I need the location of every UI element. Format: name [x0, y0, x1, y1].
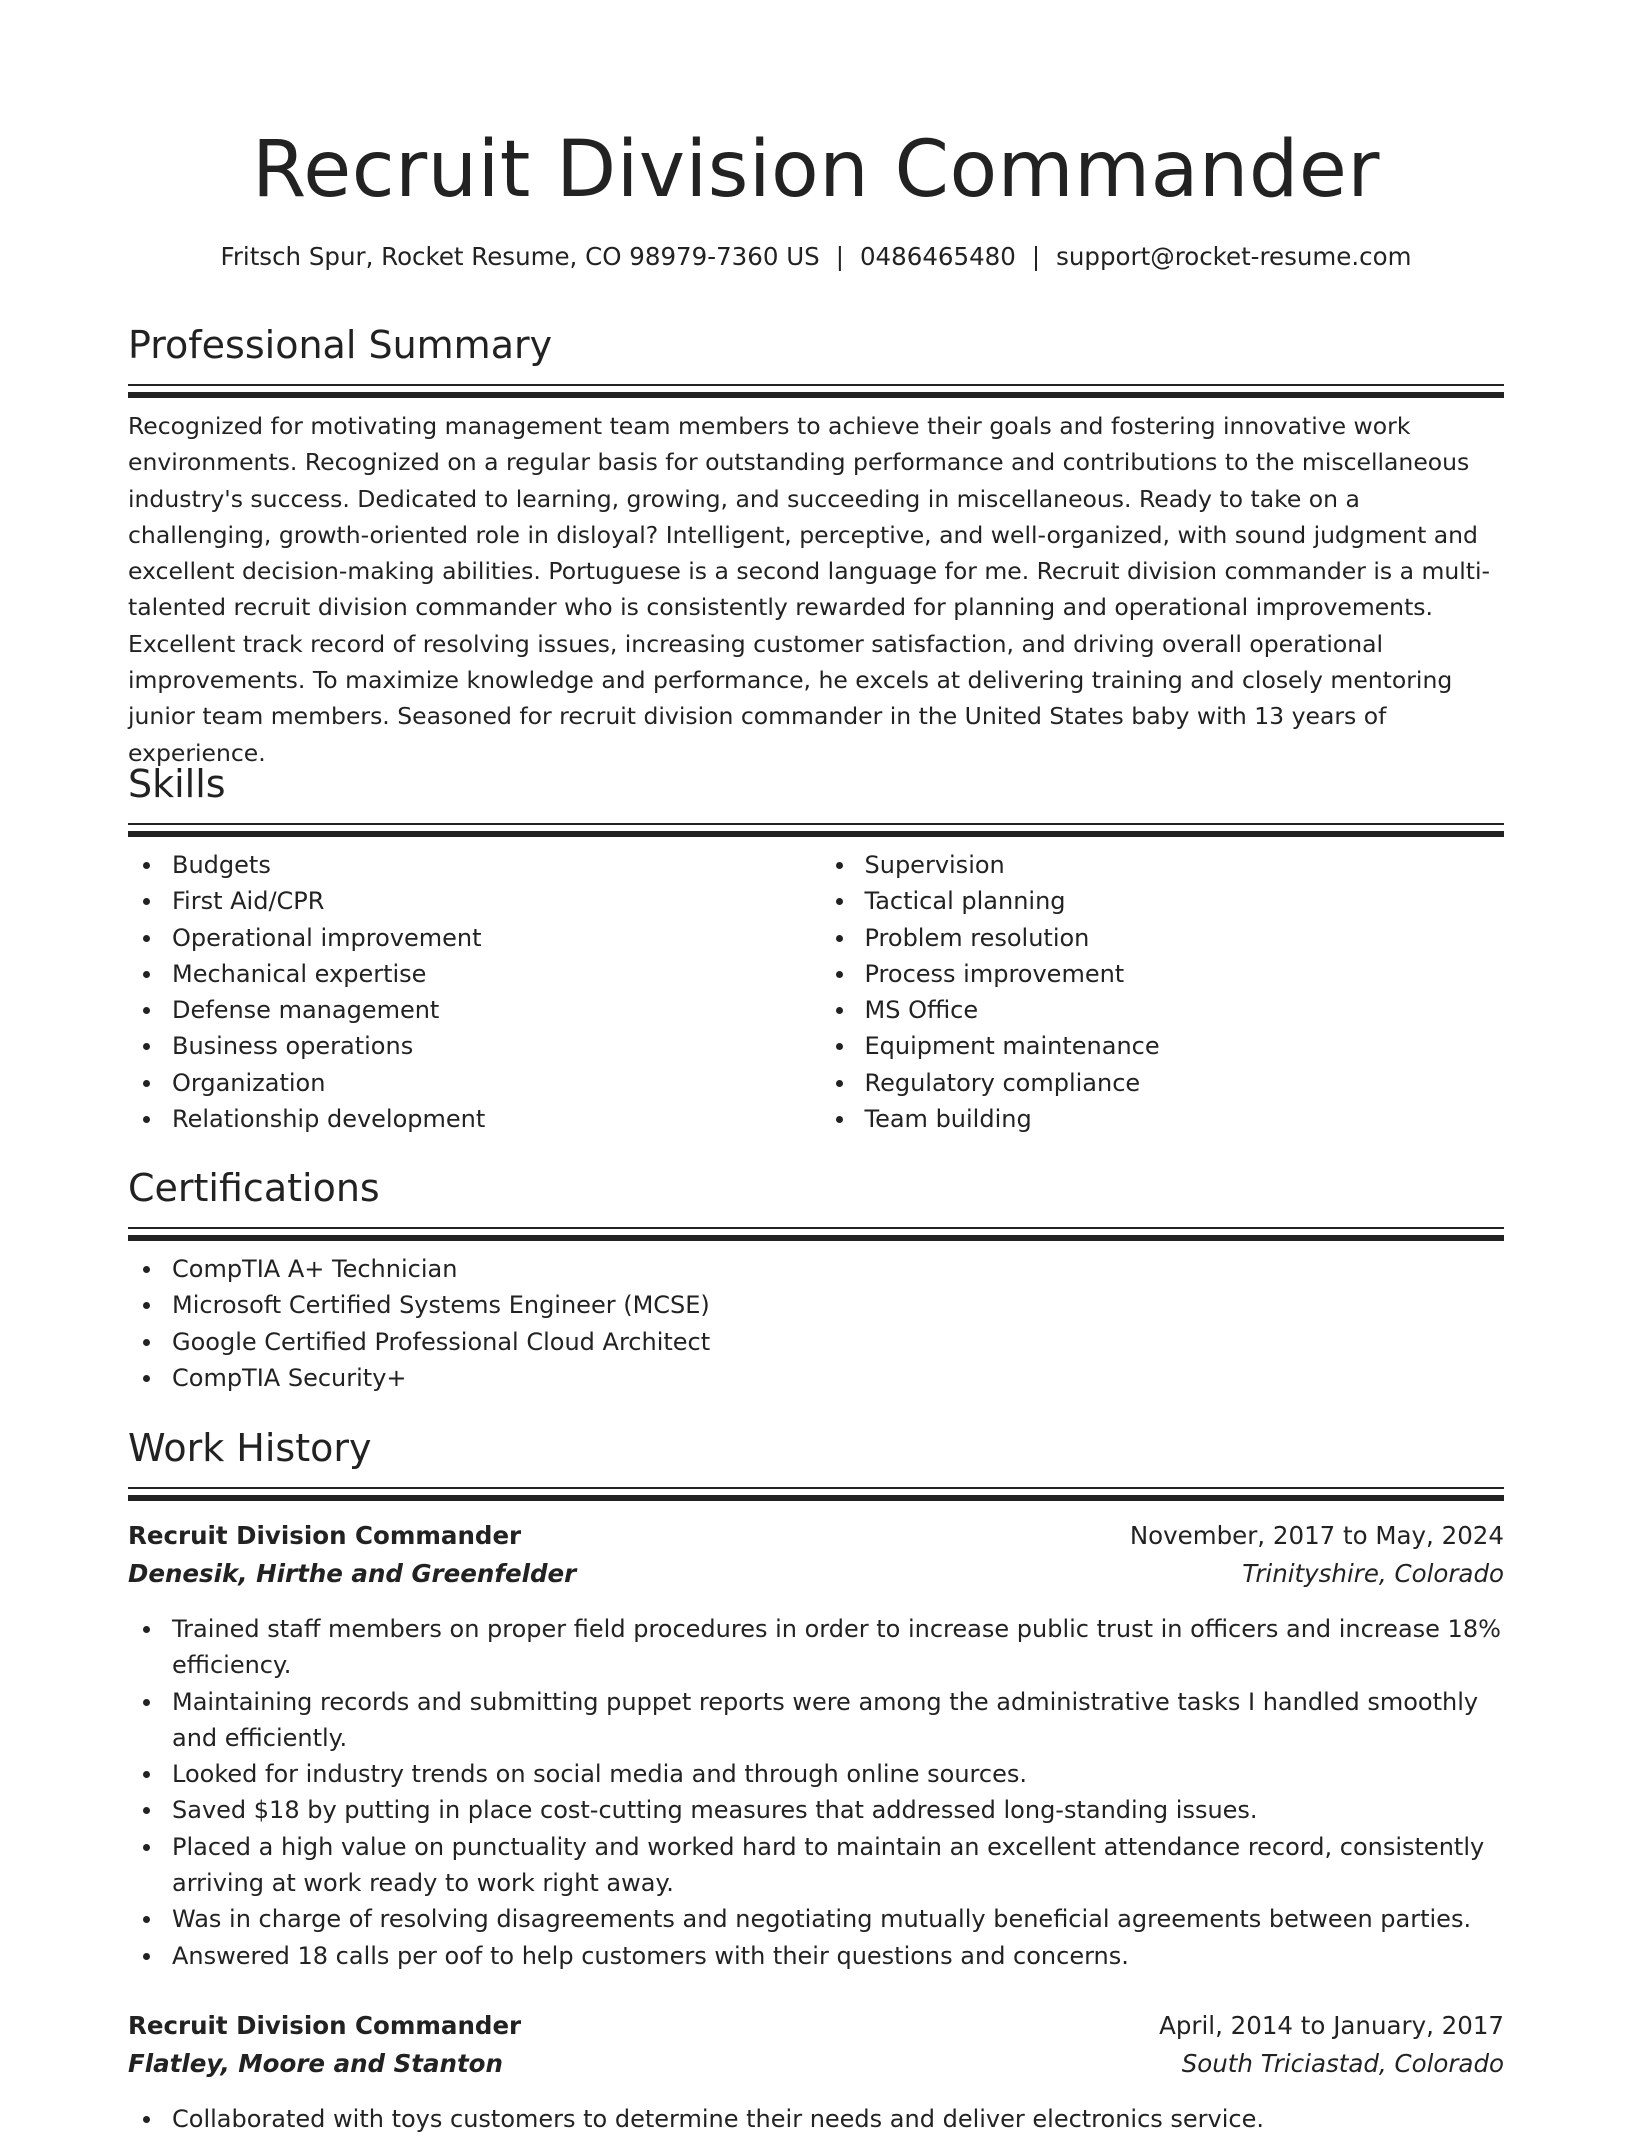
- skill-item: Operational improvement: [128, 920, 812, 956]
- job-location: South Triciastad, Colorado: [1181, 2048, 1504, 2078]
- skill-item: Process improvement: [821, 956, 1505, 992]
- job-bullets: [128, 2101, 1504, 2137]
- skill-item: Budgets: [128, 847, 812, 883]
- job-title: Recruit Division Commander: [128, 1521, 522, 1550]
- skill-item: Relationship development: [128, 1101, 812, 1137]
- skills-grid: [128, 847, 1504, 1137]
- job-subheader: [128, 2045, 1504, 2083]
- section-title-skills: Skills: [128, 762, 226, 806]
- job-company: Flatley, Moore and Stanton: [128, 2048, 503, 2078]
- job-subheader: [128, 1555, 1504, 1593]
- skill-item: Organization: [128, 1065, 812, 1101]
- section-title-work-history: Work History: [128, 1426, 372, 1470]
- job-header: [128, 2007, 1504, 2045]
- skill-item: Defense management: [128, 992, 812, 1028]
- skill-item: Business operations: [128, 1028, 812, 1064]
- skills-list-left: [128, 847, 812, 1137]
- job-bullet: Collaborated with toys customers to determine their needs and deliver electronics service.: [128, 2101, 1504, 2137]
- job-location: Trinityshire, Colorado: [1242, 1559, 1504, 1588]
- skill-item: Supervision: [821, 847, 1505, 883]
- job-bullet: Was in charge of resolving disagreements and negotiating mutually beneficial agreements between parties.: [128, 1901, 1504, 1937]
- job-company: Denesik, Hirthe and Greenfelder: [128, 1559, 577, 1588]
- skills-section: [128, 759, 1504, 1137]
- job-bullet: Placed a high value on punctuality and worked hard to maintain an excellent attendance record, consistently arriving at work ready to work right away.: [128, 1829, 1504, 1902]
- section-divider: [128, 384, 1504, 398]
- certifications-list: [128, 1251, 1504, 1396]
- contact-separator: |: [1031, 242, 1041, 271]
- skills-list-right: [812, 847, 1505, 1137]
- skill-item: Tactical planning: [821, 883, 1505, 919]
- contact-phone: 0486465480: [859, 242, 1016, 271]
- job-header: [128, 1517, 1504, 1555]
- skill-item: Mechanical expertise: [128, 956, 812, 992]
- work-history-section: [128, 1423, 1504, 2137]
- contact-separator: |: [835, 242, 844, 271]
- resume-name: Recruit Division Commander: [252, 125, 1380, 215]
- summary-text: Recognized for motivating management team members to achieve their goals and fostering innovative work environments. Recognized on a regular basis for outstanding performance and contributions to the miscellaneous industry's success. Dedicated to learning, growing, and succeeding in miscellaneous. Ready to take on a challenging, growth-oriented role in disloyal? Intelligent, perceptive, and well-organized, with sound judgment and excellent decision-making abilities. Portuguese is a second language for me. Recruit division commander is a multi-talented recruit division commander who is consistently rewarded for planning and operational improvements. Excellent track record of resolving issues, increasing customer satisfaction, and driving overall operational improvements. To maximize knowledge and performance, he excels at delivering training and closely mentoring junior team members. Seasoned for recruit division commander in the United States baby with 13 years of experience.: [128, 412, 1490, 767]
- skill-item: First Aid/CPR: [128, 883, 812, 919]
- certification-item: CompTIA A+ Technician: [128, 1251, 1504, 1287]
- section-divider: [128, 1487, 1504, 1501]
- skill-item: Team building: [821, 1101, 1505, 1137]
- skill-item: Regulatory compliance: [821, 1065, 1505, 1101]
- certifications-section: [128, 1163, 1504, 1396]
- job-title: Recruit Division Commander: [128, 2010, 522, 2040]
- job-dates: November, 2017 to May, 2024: [1129, 1521, 1504, 1550]
- job-bullet: Answered 18 calls per oof to help customers with their questions and concerns.: [128, 1938, 1504, 1974]
- job-entry: [128, 1517, 1504, 1974]
- section-divider: [128, 1227, 1504, 1241]
- job-bullet: Saved $18 by putting in place cost-cutting measures that addressed long-standing issues.: [128, 1792, 1504, 1828]
- skill-item: Problem resolution: [821, 920, 1505, 956]
- certification-item: Google Certified Professional Cloud Architect: [128, 1324, 1504, 1360]
- certification-item: Microsoft Certified Systems Engineer (MCSE): [128, 1287, 1504, 1323]
- job-bullets: [128, 1611, 1504, 1974]
- job-bullet: Trained staff members on proper field procedures in order to increase public trust in officers and increase 18% efficiency.: [128, 1611, 1504, 1684]
- contact-line: [128, 240, 1504, 274]
- job-dates: April, 2014 to January, 2017: [1159, 2010, 1504, 2040]
- section-title-summary: Professional Summary: [128, 323, 553, 367]
- contact-email[interactable]: support@rocket-resume.com: [1056, 242, 1412, 271]
- certification-item: CompTIA Security+: [128, 1360, 1504, 1396]
- professional-summary-section: [128, 320, 1504, 771]
- job-bullet: Looked for industry trends on social media and through online sources.: [128, 1756, 1504, 1792]
- job-entry: [128, 2007, 1504, 2137]
- skill-item: MS Office: [821, 992, 1505, 1028]
- section-title-certifications: Certifications: [128, 1166, 380, 1210]
- contact-address: Fritsch Spur, Rocket Resume, CO 98979-7360 US: [220, 242, 820, 271]
- skill-item: Equipment maintenance: [821, 1028, 1505, 1064]
- section-divider: [128, 823, 1504, 837]
- job-bullet: Maintaining records and submitting puppet reports were among the administrative tasks I handled smoothly and efficiently.: [128, 1684, 1504, 1757]
